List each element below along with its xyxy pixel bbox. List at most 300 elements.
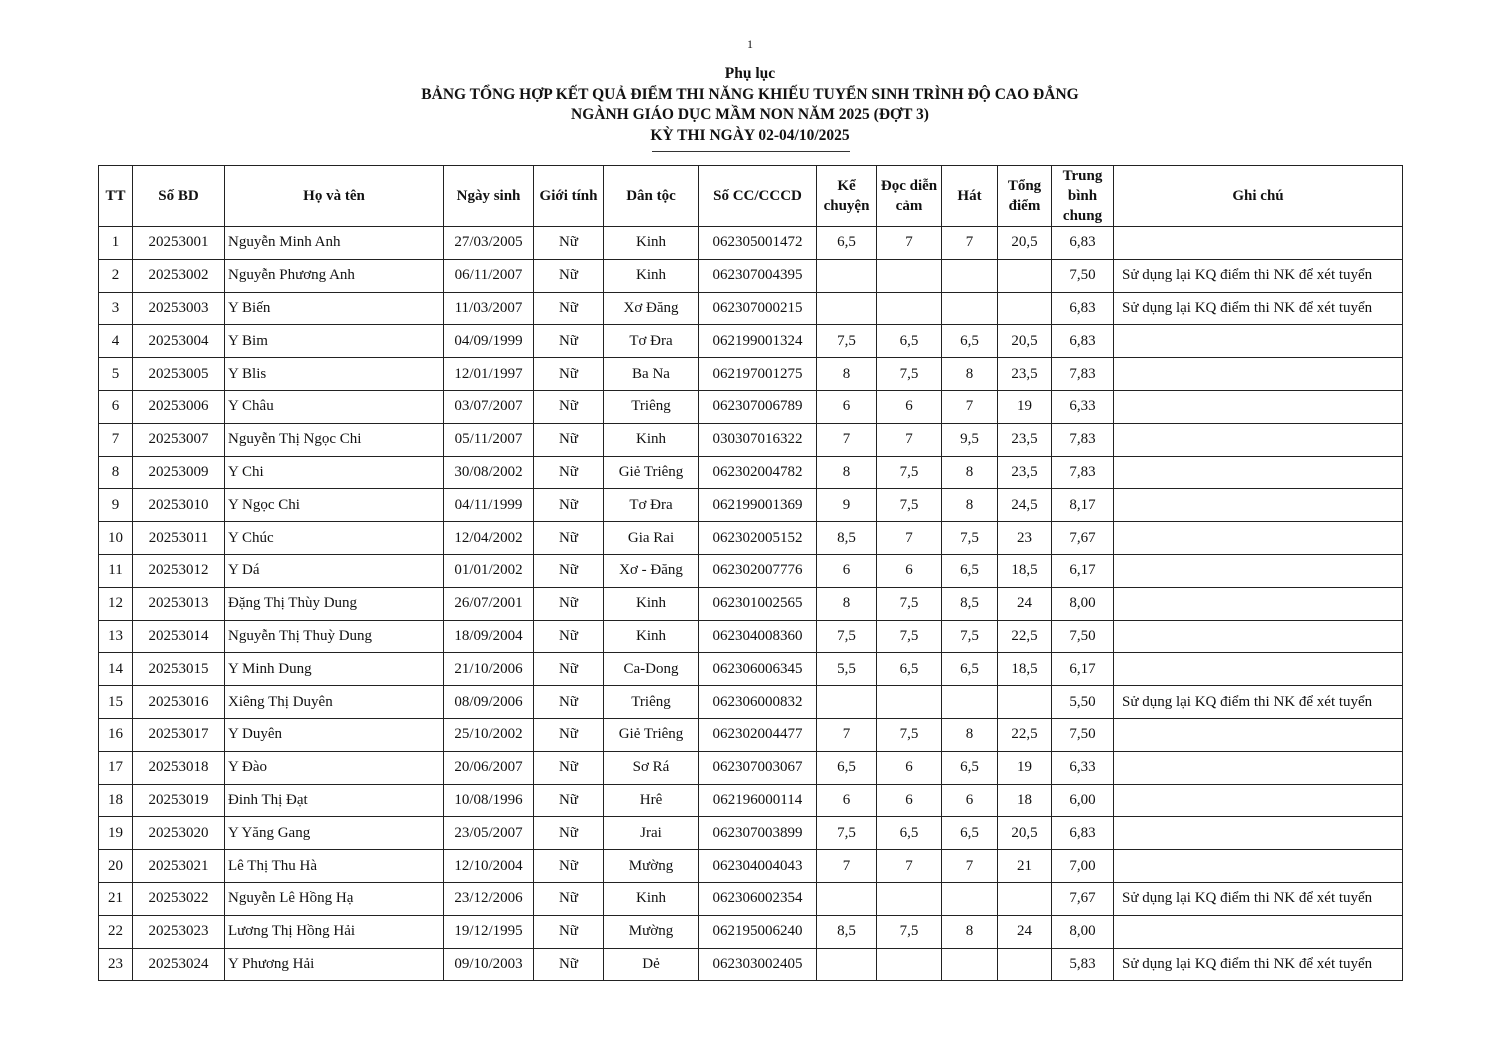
cell-gender: Nữ bbox=[534, 850, 604, 883]
table-row bbox=[99, 390, 1403, 423]
cell-ethnicity: Ba Na bbox=[604, 358, 699, 391]
cell-storytelling: 8 bbox=[817, 587, 877, 620]
table-row bbox=[99, 227, 1403, 260]
cell-dob: 05/11/2007 bbox=[444, 423, 534, 456]
cell-ethnicity: Tơ Đra bbox=[604, 325, 699, 358]
cell-gender: Nữ bbox=[534, 390, 604, 423]
cell-total bbox=[998, 948, 1052, 981]
cell-total bbox=[998, 292, 1052, 325]
cell-average: 7,50 bbox=[1052, 718, 1114, 751]
cell-singing: 8 bbox=[942, 358, 998, 391]
cell-ethnicity: Mường bbox=[604, 915, 699, 948]
cell-storytelling bbox=[817, 948, 877, 981]
cell-average: 7,50 bbox=[1052, 620, 1114, 653]
cell-storytelling bbox=[817, 259, 877, 292]
cell-average: 7,83 bbox=[1052, 456, 1114, 489]
cell-dob: 04/11/1999 bbox=[444, 489, 534, 522]
cell-average: 7,83 bbox=[1052, 423, 1114, 456]
cell-singing: 6,5 bbox=[942, 554, 998, 587]
cell-note bbox=[1114, 489, 1403, 522]
cell-sbd: 20253015 bbox=[133, 653, 225, 686]
cell-name: Y Bim bbox=[225, 325, 444, 358]
cell-name: Nguyễn Thị Thuỳ Dung bbox=[225, 620, 444, 653]
cell-sbd: 20253016 bbox=[133, 686, 225, 719]
cell-dob: 21/10/2006 bbox=[444, 653, 534, 686]
cell-dob: 26/07/2001 bbox=[444, 587, 534, 620]
cell-dob: 19/12/1995 bbox=[444, 915, 534, 948]
cell-id-no: 062306002354 bbox=[699, 882, 817, 915]
cell-average: 7,67 bbox=[1052, 522, 1114, 555]
cell-id-no: 062306000832 bbox=[699, 686, 817, 719]
cell-note bbox=[1114, 850, 1403, 883]
cell-name: Đặng Thị Thùy Dung bbox=[225, 587, 444, 620]
header-row bbox=[99, 166, 1403, 227]
cell-name: Y Châu bbox=[225, 390, 444, 423]
cell-recitation: 7,5 bbox=[877, 489, 942, 522]
cell-note bbox=[1114, 915, 1403, 948]
cell-name: Xiêng Thị Duyên bbox=[225, 686, 444, 719]
cell-id-no: 062307006789 bbox=[699, 390, 817, 423]
cell-ethnicity: Gia Rai bbox=[604, 522, 699, 555]
cell-sbd: 20253018 bbox=[133, 751, 225, 784]
cell-note bbox=[1114, 390, 1403, 423]
cell-recitation: 7 bbox=[877, 522, 942, 555]
cell-note bbox=[1114, 522, 1403, 555]
cell-storytelling: 8 bbox=[817, 358, 877, 391]
cell-ethnicity: Kinh bbox=[604, 882, 699, 915]
cell-ethnicity: Kinh bbox=[604, 227, 699, 260]
cell-dob: 12/10/2004 bbox=[444, 850, 534, 883]
column-header-tt: TT bbox=[99, 166, 133, 227]
table-row bbox=[99, 292, 1403, 325]
cell-average: 7,50 bbox=[1052, 259, 1114, 292]
cell-average: 7,67 bbox=[1052, 882, 1114, 915]
cell-sbd: 20253022 bbox=[133, 882, 225, 915]
cell-gender: Nữ bbox=[534, 817, 604, 850]
cell-gender: Nữ bbox=[534, 358, 604, 391]
cell-average: 6,83 bbox=[1052, 325, 1114, 358]
cell-singing bbox=[942, 948, 998, 981]
cell-ethnicity: Dẻ bbox=[604, 948, 699, 981]
cell-recitation: 7,5 bbox=[877, 915, 942, 948]
cell-dob: 30/08/2002 bbox=[444, 456, 534, 489]
column-header-note: Ghi chú bbox=[1114, 166, 1403, 227]
table-row bbox=[99, 915, 1403, 948]
cell-gender: Nữ bbox=[534, 915, 604, 948]
table-row bbox=[99, 358, 1403, 391]
cell-note bbox=[1114, 358, 1403, 391]
cell-dob: 20/06/2007 bbox=[444, 751, 534, 784]
cell-average: 8,17 bbox=[1052, 489, 1114, 522]
cell-sbd: 20253014 bbox=[133, 620, 225, 653]
cell-gender: Nữ bbox=[534, 718, 604, 751]
cell-gender: Nữ bbox=[534, 653, 604, 686]
cell-storytelling: 7 bbox=[817, 423, 877, 456]
cell-ethnicity: Giẻ Triêng bbox=[604, 456, 699, 489]
cell-recitation bbox=[877, 882, 942, 915]
table-row bbox=[99, 489, 1403, 522]
cell-average: 6,17 bbox=[1052, 554, 1114, 587]
cell-singing: 8 bbox=[942, 489, 998, 522]
cell-gender: Nữ bbox=[534, 554, 604, 587]
cell-tt: 21 bbox=[99, 882, 133, 915]
cell-id-no: 062302004782 bbox=[699, 456, 817, 489]
cell-total: 23,5 bbox=[998, 358, 1052, 391]
cell-total: 22,5 bbox=[998, 620, 1052, 653]
cell-tt: 9 bbox=[99, 489, 133, 522]
cell-name: Nguyễn Thị Ngọc Chi bbox=[225, 423, 444, 456]
cell-dob: 27/03/2005 bbox=[444, 227, 534, 260]
cell-singing bbox=[942, 686, 998, 719]
cell-gender: Nữ bbox=[534, 686, 604, 719]
cell-id-no: 062195006240 bbox=[699, 915, 817, 948]
cell-storytelling: 8,5 bbox=[817, 522, 877, 555]
cell-ethnicity: Kinh bbox=[604, 423, 699, 456]
cell-gender: Nữ bbox=[534, 292, 604, 325]
cell-name: Y Duyên bbox=[225, 718, 444, 751]
cell-average: 8,00 bbox=[1052, 915, 1114, 948]
cell-name: Nguyễn Minh Anh bbox=[225, 227, 444, 260]
cell-gender: Nữ bbox=[534, 522, 604, 555]
cell-note bbox=[1114, 227, 1403, 260]
cell-average: 8,00 bbox=[1052, 587, 1114, 620]
cell-singing: 6,5 bbox=[942, 653, 998, 686]
cell-id-no: 062302004477 bbox=[699, 718, 817, 751]
cell-ethnicity: Kinh bbox=[604, 620, 699, 653]
cell-tt: 20 bbox=[99, 850, 133, 883]
cell-tt: 13 bbox=[99, 620, 133, 653]
cell-average: 7,00 bbox=[1052, 850, 1114, 883]
cell-dob: 18/09/2004 bbox=[444, 620, 534, 653]
cell-sbd: 20253013 bbox=[133, 587, 225, 620]
cell-id-no: 062302005152 bbox=[699, 522, 817, 555]
cell-total bbox=[998, 686, 1052, 719]
cell-average: 6,33 bbox=[1052, 390, 1114, 423]
table-row bbox=[99, 784, 1403, 817]
cell-recitation bbox=[877, 948, 942, 981]
cell-sbd: 20253004 bbox=[133, 325, 225, 358]
cell-total: 24 bbox=[998, 915, 1052, 948]
cell-total: 18,5 bbox=[998, 554, 1052, 587]
cell-total: 23,5 bbox=[998, 423, 1052, 456]
cell-tt: 6 bbox=[99, 390, 133, 423]
cell-tt: 23 bbox=[99, 948, 133, 981]
cell-storytelling: 9 bbox=[817, 489, 877, 522]
cell-gender: Nữ bbox=[534, 227, 604, 260]
cell-singing: 6 bbox=[942, 784, 998, 817]
cell-note bbox=[1114, 456, 1403, 489]
cell-singing: 6,5 bbox=[942, 817, 998, 850]
cell-ethnicity: Hrê bbox=[604, 784, 699, 817]
cell-recitation: 6,5 bbox=[877, 817, 942, 850]
cell-note bbox=[1114, 620, 1403, 653]
table-row bbox=[99, 587, 1403, 620]
cell-average: 7,83 bbox=[1052, 358, 1114, 391]
cell-recitation: 6,5 bbox=[877, 653, 942, 686]
cell-sbd: 20253021 bbox=[133, 850, 225, 883]
heading-underline bbox=[652, 151, 850, 152]
cell-sbd: 20253001 bbox=[133, 227, 225, 260]
cell-total: 20,5 bbox=[998, 325, 1052, 358]
cell-dob: 23/12/2006 bbox=[444, 882, 534, 915]
table-row bbox=[99, 653, 1403, 686]
cell-name: Y Chi bbox=[225, 456, 444, 489]
cell-total: 18 bbox=[998, 784, 1052, 817]
cell-recitation bbox=[877, 292, 942, 325]
cell-note bbox=[1114, 653, 1403, 686]
cell-recitation: 7,5 bbox=[877, 456, 942, 489]
table-row bbox=[99, 850, 1403, 883]
exam-date: KỲ THI NGÀY 02-04/10/2025 bbox=[650, 126, 850, 144]
cell-gender: Nữ bbox=[534, 751, 604, 784]
cell-name: Y Yăng Gang bbox=[225, 817, 444, 850]
cell-name: Y Phương Hải bbox=[225, 948, 444, 981]
table-row bbox=[99, 948, 1403, 981]
cell-singing: 7 bbox=[942, 850, 998, 883]
cell-dob: 25/10/2002 bbox=[444, 718, 534, 751]
cell-recitation: 7,5 bbox=[877, 620, 942, 653]
cell-name: Y Minh Dung bbox=[225, 653, 444, 686]
cell-name: Y Chúc bbox=[225, 522, 444, 555]
cell-singing bbox=[942, 292, 998, 325]
cell-tt: 3 bbox=[99, 292, 133, 325]
cell-storytelling: 8 bbox=[817, 456, 877, 489]
cell-note bbox=[1114, 554, 1403, 587]
cell-dob: 08/09/2006 bbox=[444, 686, 534, 719]
cell-total: 19 bbox=[998, 390, 1052, 423]
cell-name: Y Đào bbox=[225, 751, 444, 784]
column-header-average: Trung bình chung bbox=[1052, 166, 1114, 227]
column-header-recitation: Đọc diễn cảm bbox=[877, 166, 942, 227]
cell-gender: Nữ bbox=[534, 620, 604, 653]
cell-recitation: 7 bbox=[877, 227, 942, 260]
cell-note bbox=[1114, 423, 1403, 456]
table-row bbox=[99, 456, 1403, 489]
table-header bbox=[99, 166, 1403, 227]
cell-id-no: 062304008360 bbox=[699, 620, 817, 653]
cell-singing: 6,5 bbox=[942, 325, 998, 358]
cell-gender: Nữ bbox=[534, 423, 604, 456]
column-header-storytelling: Kể chuyện bbox=[817, 166, 877, 227]
cell-tt: 2 bbox=[99, 259, 133, 292]
cell-tt: 16 bbox=[99, 718, 133, 751]
cell-dob: 11/03/2007 bbox=[444, 292, 534, 325]
cell-storytelling: 7 bbox=[817, 718, 877, 751]
cell-id-no: 062307003067 bbox=[699, 751, 817, 784]
cell-tt: 1 bbox=[99, 227, 133, 260]
cell-recitation: 6 bbox=[877, 390, 942, 423]
cell-id-no: 062304004043 bbox=[699, 850, 817, 883]
cell-tt: 17 bbox=[99, 751, 133, 784]
cell-sbd: 20253012 bbox=[133, 554, 225, 587]
cell-singing: 7 bbox=[942, 227, 998, 260]
table-row bbox=[99, 718, 1403, 751]
cell-singing: 7,5 bbox=[942, 522, 998, 555]
cell-sbd: 20253023 bbox=[133, 915, 225, 948]
document-subtitle: NGÀNH GIÁO DỤC MẦM NON NĂM 2025 (ĐỢT 3) bbox=[571, 106, 929, 123]
cell-singing: 7,5 bbox=[942, 620, 998, 653]
cell-tt: 4 bbox=[99, 325, 133, 358]
table-row bbox=[99, 522, 1403, 555]
cell-total: 19 bbox=[998, 751, 1052, 784]
cell-storytelling bbox=[817, 882, 877, 915]
appendix-label: Phụ lục bbox=[724, 65, 776, 82]
table-row bbox=[99, 554, 1403, 587]
cell-ethnicity: Mường bbox=[604, 850, 699, 883]
cell-total: 21 bbox=[998, 850, 1052, 883]
cell-name: Y Blis bbox=[225, 358, 444, 391]
column-header-sbd: Số BD bbox=[133, 166, 225, 227]
cell-recitation: 7,5 bbox=[877, 358, 942, 391]
table-row bbox=[99, 259, 1403, 292]
cell-ethnicity: Triêng bbox=[604, 686, 699, 719]
cell-note bbox=[1114, 587, 1403, 620]
cell-note: Sử dụng lại KQ điểm thi NK để xét tuyển bbox=[1114, 948, 1403, 981]
cell-note bbox=[1114, 817, 1403, 850]
cell-ethnicity: Giẻ Triêng bbox=[604, 718, 699, 751]
cell-singing: 8,5 bbox=[942, 587, 998, 620]
cell-total: 22,5 bbox=[998, 718, 1052, 751]
cell-storytelling: 6 bbox=[817, 390, 877, 423]
cell-sbd: 20253024 bbox=[133, 948, 225, 981]
cell-average: 6,83 bbox=[1052, 292, 1114, 325]
cell-note: Sử dụng lại KQ điểm thi NK để xét tuyển bbox=[1114, 259, 1403, 292]
cell-average: 5,83 bbox=[1052, 948, 1114, 981]
cell-average: 6,83 bbox=[1052, 227, 1114, 260]
cell-singing: 9,5 bbox=[942, 423, 998, 456]
cell-gender: Nữ bbox=[534, 587, 604, 620]
cell-tt: 5 bbox=[99, 358, 133, 391]
cell-recitation: 7 bbox=[877, 850, 942, 883]
table-row bbox=[99, 620, 1403, 653]
cell-ethnicity: Kinh bbox=[604, 587, 699, 620]
cell-recitation: 6 bbox=[877, 751, 942, 784]
cell-tt: 19 bbox=[99, 817, 133, 850]
table-row bbox=[99, 817, 1403, 850]
cell-dob: 12/04/2002 bbox=[444, 522, 534, 555]
cell-tt: 22 bbox=[99, 915, 133, 948]
cell-gender: Nữ bbox=[534, 325, 604, 358]
document-title: BẢNG TỔNG HỢP KẾT QUẢ ĐIỂM THI NĂNG KHIẾU TUYỂN SINH TRÌNH ĐỘ CAO ĐẲNG bbox=[421, 85, 1079, 103]
cell-name: Y Ngọc Chi bbox=[225, 489, 444, 522]
cell-gender: Nữ bbox=[534, 456, 604, 489]
cell-ethnicity: Xơ Đăng bbox=[604, 292, 699, 325]
cell-total: 24 bbox=[998, 587, 1052, 620]
cell-ethnicity: Triêng bbox=[604, 390, 699, 423]
cell-name: Lương Thị Hồng Hải bbox=[225, 915, 444, 948]
cell-singing bbox=[942, 882, 998, 915]
cell-note bbox=[1114, 784, 1403, 817]
cell-gender: Nữ bbox=[534, 259, 604, 292]
cell-note: Sử dụng lại KQ điểm thi NK để xét tuyển bbox=[1114, 686, 1403, 719]
cell-singing: 7 bbox=[942, 390, 998, 423]
cell-sbd: 20253005 bbox=[133, 358, 225, 391]
cell-id-no: 062307004395 bbox=[699, 259, 817, 292]
cell-singing bbox=[942, 259, 998, 292]
cell-total: 20,5 bbox=[998, 817, 1052, 850]
cell-id-no: 062199001324 bbox=[699, 325, 817, 358]
cell-name: Lê Thị Thu Hà bbox=[225, 850, 444, 883]
cell-storytelling: 7,5 bbox=[817, 817, 877, 850]
cell-note bbox=[1114, 325, 1403, 358]
cell-average: 6,83 bbox=[1052, 817, 1114, 850]
column-header-singing: Hát bbox=[942, 166, 998, 227]
cell-ethnicity: Sơ Rá bbox=[604, 751, 699, 784]
table-row bbox=[99, 751, 1403, 784]
cell-ethnicity: Tơ Đra bbox=[604, 489, 699, 522]
cell-storytelling bbox=[817, 686, 877, 719]
cell-storytelling: 6 bbox=[817, 554, 877, 587]
cell-gender: Nữ bbox=[534, 784, 604, 817]
cell-id-no: 062301002565 bbox=[699, 587, 817, 620]
cell-dob: 01/01/2002 bbox=[444, 554, 534, 587]
cell-sbd: 20253009 bbox=[133, 456, 225, 489]
cell-recitation: 6 bbox=[877, 784, 942, 817]
cell-singing: 8 bbox=[942, 915, 998, 948]
document-heading bbox=[0, 64, 1500, 146]
table-body bbox=[99, 227, 1403, 981]
cell-id-no: 062199001369 bbox=[699, 489, 817, 522]
cell-note: Sử dụng lại KQ điểm thi NK để xét tuyển bbox=[1114, 882, 1403, 915]
cell-note bbox=[1114, 751, 1403, 784]
cell-storytelling: 6,5 bbox=[817, 227, 877, 260]
cell-storytelling: 7,5 bbox=[817, 620, 877, 653]
cell-tt: 7 bbox=[99, 423, 133, 456]
cell-id-no: 062302007776 bbox=[699, 554, 817, 587]
cell-gender: Nữ bbox=[534, 882, 604, 915]
cell-note: Sử dụng lại KQ điểm thi NK để xét tuyển bbox=[1114, 292, 1403, 325]
cell-sbd: 20253017 bbox=[133, 718, 225, 751]
cell-singing: 8 bbox=[942, 718, 998, 751]
cell-total: 23,5 bbox=[998, 456, 1052, 489]
cell-dob: 09/10/2003 bbox=[444, 948, 534, 981]
cell-storytelling bbox=[817, 292, 877, 325]
cell-name: Nguyễn Phương Anh bbox=[225, 259, 444, 292]
cell-recitation bbox=[877, 686, 942, 719]
column-header-total: Tổng điểm bbox=[998, 166, 1052, 227]
cell-ethnicity: Xơ - Đăng bbox=[604, 554, 699, 587]
cell-total: 18,5 bbox=[998, 653, 1052, 686]
cell-id-no: 062196000114 bbox=[699, 784, 817, 817]
cell-average: 6,17 bbox=[1052, 653, 1114, 686]
column-header-id-no: Số CC/CCCD bbox=[699, 166, 817, 227]
cell-tt: 15 bbox=[99, 686, 133, 719]
cell-dob: 04/09/1999 bbox=[444, 325, 534, 358]
results-table bbox=[98, 165, 1403, 981]
cell-ethnicity: Kinh bbox=[604, 259, 699, 292]
cell-tt: 8 bbox=[99, 456, 133, 489]
cell-sbd: 20253007 bbox=[133, 423, 225, 456]
cell-tt: 11 bbox=[99, 554, 133, 587]
cell-total: 24,5 bbox=[998, 489, 1052, 522]
table-row bbox=[99, 325, 1403, 358]
cell-recitation: 7,5 bbox=[877, 587, 942, 620]
cell-sbd: 20253019 bbox=[133, 784, 225, 817]
cell-dob: 12/01/1997 bbox=[444, 358, 534, 391]
cell-sbd: 20253020 bbox=[133, 817, 225, 850]
cell-average: 5,50 bbox=[1052, 686, 1114, 719]
cell-ethnicity: Ca-Dong bbox=[604, 653, 699, 686]
cell-total: 20,5 bbox=[998, 227, 1052, 260]
cell-note bbox=[1114, 718, 1403, 751]
cell-gender: Nữ bbox=[534, 948, 604, 981]
table-row bbox=[99, 423, 1403, 456]
cell-sbd: 20253006 bbox=[133, 390, 225, 423]
cell-id-no: 030307016322 bbox=[699, 423, 817, 456]
column-header-name: Họ và tên bbox=[225, 166, 444, 227]
column-header-dob: Ngày sinh bbox=[444, 166, 534, 227]
cell-total bbox=[998, 259, 1052, 292]
